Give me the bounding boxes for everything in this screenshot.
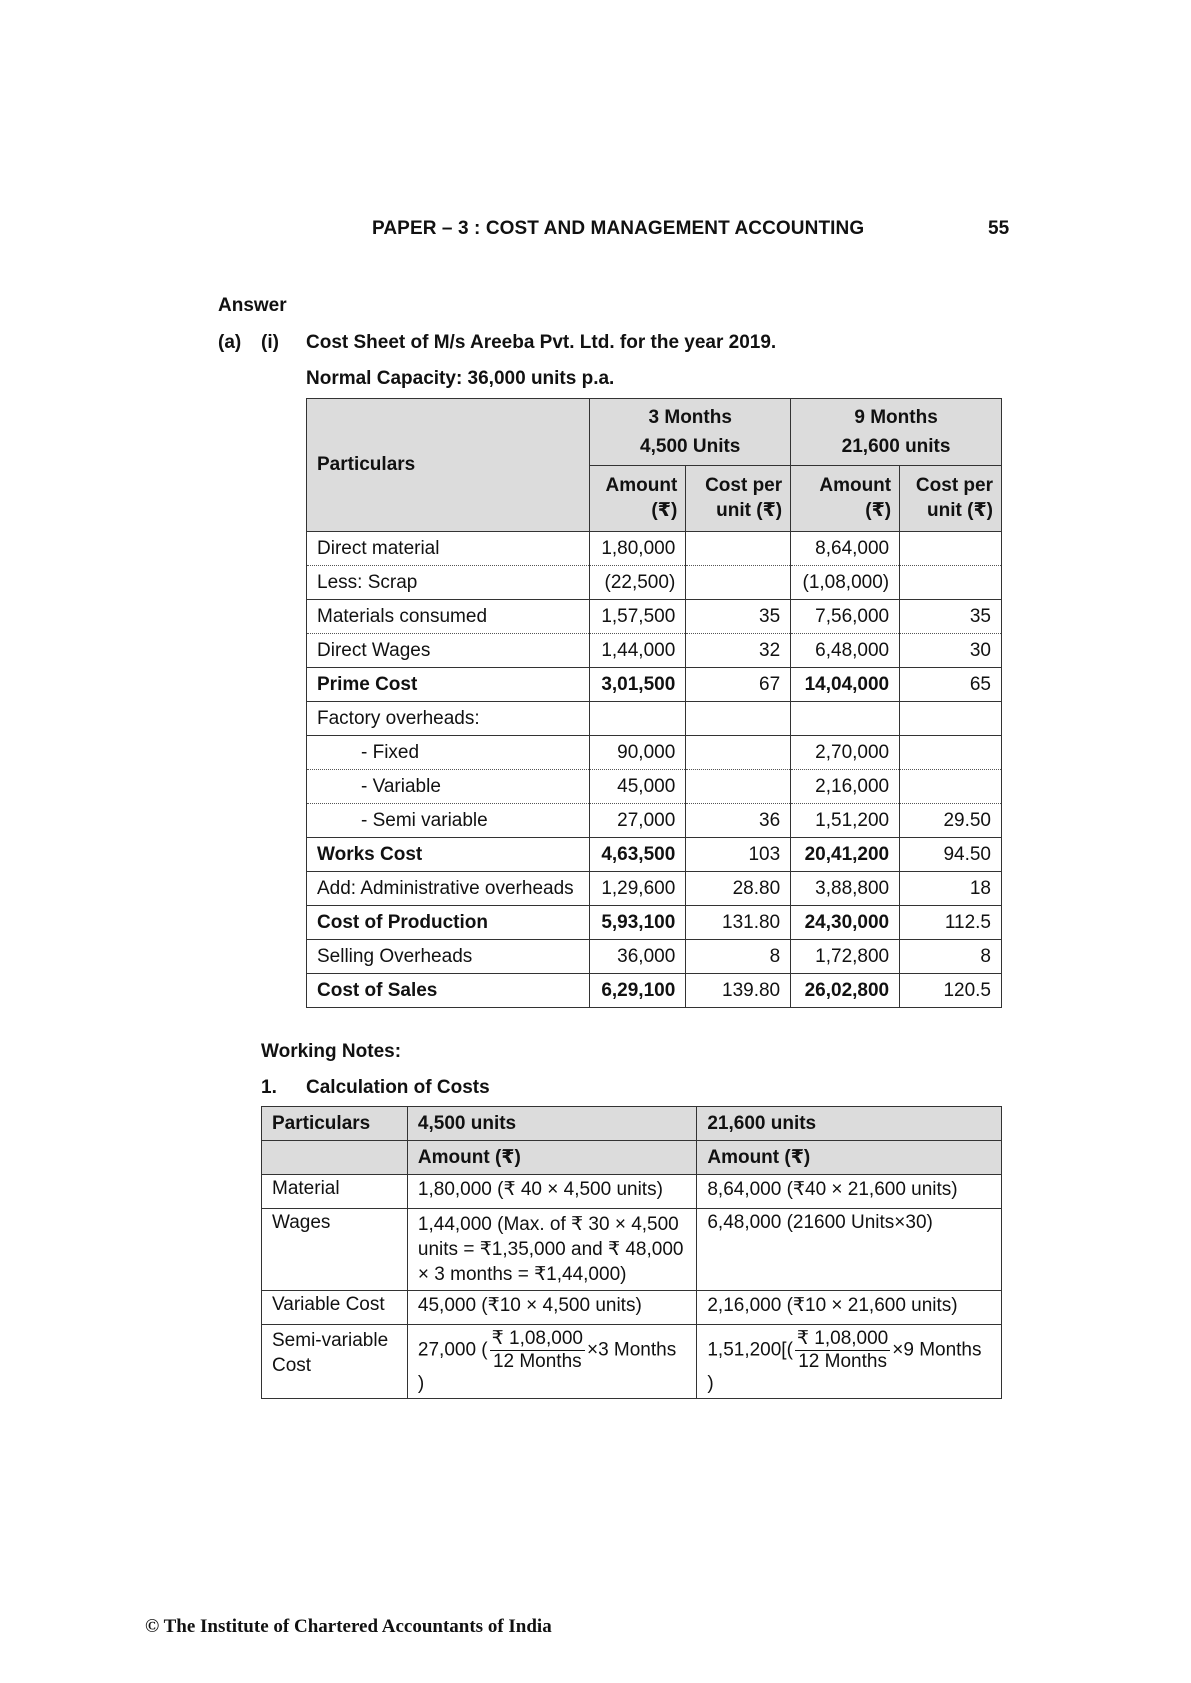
note-1-number: 1. (261, 1077, 277, 1098)
row-value: 36,000 (590, 940, 686, 974)
period1-line2: 4,500 Units (640, 435, 741, 457)
row-value: 6,29,100 (590, 974, 686, 1008)
fraction: $\frac{₹ 1,08,000}{\text{12 Months}}$ (796, 1328, 889, 1372)
cost-sheet-row (307, 974, 1002, 1008)
cost-sheet-row (307, 668, 1002, 702)
row-value (686, 532, 791, 566)
row-value: (22,500) (590, 566, 686, 600)
row-value (900, 702, 1002, 736)
row-value (686, 736, 791, 770)
calc-row-label: Material (262, 1175, 408, 1209)
row-value: 103 (686, 838, 791, 872)
part-a-label: (a) (218, 332, 242, 353)
row-value (900, 566, 1002, 600)
calc-semivariable-col1: 27,000 ( $\frac{₹ 1,08,000}{\text{12 Months}}$ ×3 Months ) (407, 1325, 696, 1399)
calc-cell: 2,16,000 (₹10 × 21,600 units) (697, 1291, 1002, 1325)
row-value: 8 (900, 940, 1002, 974)
row-label: - Fixed (307, 736, 590, 770)
period-9-months-header (791, 399, 1002, 466)
row-value: 8,64,000 (791, 532, 900, 566)
row-value (686, 566, 791, 600)
row-label: Add: Administrative overheads (307, 872, 590, 906)
row-label: Prime Cost (307, 668, 590, 702)
amount-header-2: Amount (₹) (791, 465, 900, 532)
row-value: 8 (686, 940, 791, 974)
period1-line1: 3 Months (648, 406, 732, 428)
fraction: $\frac{₹ 1,08,000}{\text{12 Months}}$ (491, 1328, 583, 1372)
calc-particulars-header: Particulars (262, 1107, 408, 1141)
calc-col1-subheader: Amount (₹) (407, 1141, 696, 1175)
cost-sheet-row (307, 566, 1002, 600)
row-value: 1,29,600 (590, 872, 686, 906)
cost-sheet-row (307, 600, 1002, 634)
cost-sheet-row (307, 702, 1002, 736)
row-label: Cost of Production (307, 906, 590, 940)
cost-per-unit-header-1: Cost per unit (₹) (686, 465, 791, 532)
row-value (590, 702, 686, 736)
row-value: 94.50 (900, 838, 1002, 872)
row-value: 2,70,000 (791, 736, 900, 770)
row-value: 65 (900, 668, 1002, 702)
part-i-label: (i) (261, 332, 279, 353)
calc-col2-header: 21,600 units (697, 1107, 1002, 1141)
cost-sheet-row (307, 532, 1002, 566)
calc-row-label: Wages (262, 1209, 408, 1291)
row-value: 35 (900, 600, 1002, 634)
calc-empty-subheader (262, 1141, 408, 1175)
row-value: 20,41,200 (791, 838, 900, 872)
row-value: 32 (686, 634, 791, 668)
row-value (686, 702, 791, 736)
row-value: 14,04,000 (791, 668, 900, 702)
period2-line2: 21,600 units (841, 435, 951, 457)
row-value: 131.80 (686, 906, 791, 940)
row-label: Direct material (307, 532, 590, 566)
row-value: 120.5 (900, 974, 1002, 1008)
normal-capacity: Normal Capacity: 36,000 units p.a. (306, 368, 615, 389)
calc-col2-subheader: Amount (₹) (697, 1141, 1002, 1175)
calc-semivariable-label: Semi-variable Cost (262, 1325, 408, 1399)
working-notes-heading: Working Notes: (261, 1041, 402, 1062)
calculation-of-costs-table (261, 1106, 1002, 1399)
row-value: 18 (900, 872, 1002, 906)
row-value: 112.5 (900, 906, 1002, 940)
row-label: Factory overheads: (307, 702, 590, 736)
cost-sheet-row (307, 872, 1002, 906)
row-label: Selling Overheads (307, 940, 590, 974)
row-label: - Semi variable (307, 804, 590, 838)
row-value: 35 (686, 600, 791, 634)
cost-sheet-row (307, 770, 1002, 804)
cost-sheet-row (307, 736, 1002, 770)
row-value: 4,63,500 (590, 838, 686, 872)
cost-sheet-row (307, 906, 1002, 940)
cost-sheet-row (307, 940, 1002, 974)
row-value (900, 532, 1002, 566)
row-value: 45,000 (590, 770, 686, 804)
row-value: 1,80,000 (590, 532, 686, 566)
row-value (900, 736, 1002, 770)
calc-cell: 8,64,000 (₹40 × 21,600 units) (697, 1175, 1002, 1209)
row-value: 2,16,000 (791, 770, 900, 804)
row-value: 90,000 (590, 736, 686, 770)
calc-cell: 1,80,000 (₹ 40 × 4,500 units) (407, 1175, 696, 1209)
row-value: 67 (686, 668, 791, 702)
row-value (900, 770, 1002, 804)
answer-heading: Answer (218, 295, 287, 316)
running-header: PAPER – 3 : COST AND MANAGEMENT ACCOUNTING (372, 218, 865, 239)
row-value: 6,48,000 (791, 634, 900, 668)
period-3-months-header (590, 399, 791, 466)
row-value: 7,56,000 (791, 600, 900, 634)
row-label: Cost of Sales (307, 974, 590, 1008)
row-value: 139.80 (686, 974, 791, 1008)
row-label: Direct Wages (307, 634, 590, 668)
calc-cell: 45,000 (₹10 × 4,500 units) (407, 1291, 696, 1325)
calc-semivariable-col2: 1,51,200[( $\frac{₹ 1,08,000}{\text{12 Months}}$ ×9 Months ) (697, 1325, 1002, 1399)
row-value: 3,88,800 (791, 872, 900, 906)
row-value: 26,02,800 (791, 974, 900, 1008)
cost-sheet-row (307, 804, 1002, 838)
row-value (791, 702, 900, 736)
cost-sheet-row (307, 838, 1002, 872)
row-value: 36 (686, 804, 791, 838)
page-number: 55 (988, 218, 1010, 239)
row-value: 5,93,100 (590, 906, 686, 940)
footer-copyright: © The Institute of Chartered Accountants of India (145, 1616, 552, 1637)
row-value: 1,51,200 (791, 804, 900, 838)
cost-per-unit-header-2: Cost per unit (₹) (900, 465, 1002, 532)
row-label: Works Cost (307, 838, 590, 872)
row-value (686, 770, 791, 804)
row-value: 28.80 (686, 872, 791, 906)
note-1-title: Calculation of Costs (306, 1077, 490, 1098)
row-value: 1,44,000 (590, 634, 686, 668)
row-label: Less: Scrap (307, 566, 590, 600)
particulars-header: Particulars (307, 399, 590, 532)
period2-line1: 9 Months (854, 406, 938, 428)
calc-cell: 6,48,000 (21600 Units×30) (697, 1209, 1002, 1291)
calc-col1-header: 4,500 units (407, 1107, 696, 1141)
row-value: 1,57,500 (590, 600, 686, 634)
row-value: (1,08,000) (791, 566, 900, 600)
row-value: 27,000 (590, 804, 686, 838)
calc-row-label: Variable Cost (262, 1291, 408, 1325)
row-value: 1,72,800 (791, 940, 900, 974)
row-label: Materials consumed (307, 600, 590, 634)
row-value: 30 (900, 634, 1002, 668)
row-value: 29.50 (900, 804, 1002, 838)
row-value: 3,01,500 (590, 668, 686, 702)
calc-wages-col1: 1,44,000 (Max. of ₹ 30 × 4,500 units = ₹1,35,000 and ₹ 48,000 × 3 months = ₹1,44,000) (407, 1209, 696, 1291)
cost-sheet-title: Cost Sheet of M/s Areeba Pvt. Ltd. for the year 2019. (306, 332, 777, 353)
row-value: 24,30,000 (791, 906, 900, 940)
amount-header-1: Amount (₹) (590, 465, 686, 532)
cost-sheet-table (306, 398, 1002, 1008)
cost-sheet-row (307, 634, 1002, 668)
row-label: - Variable (307, 770, 590, 804)
